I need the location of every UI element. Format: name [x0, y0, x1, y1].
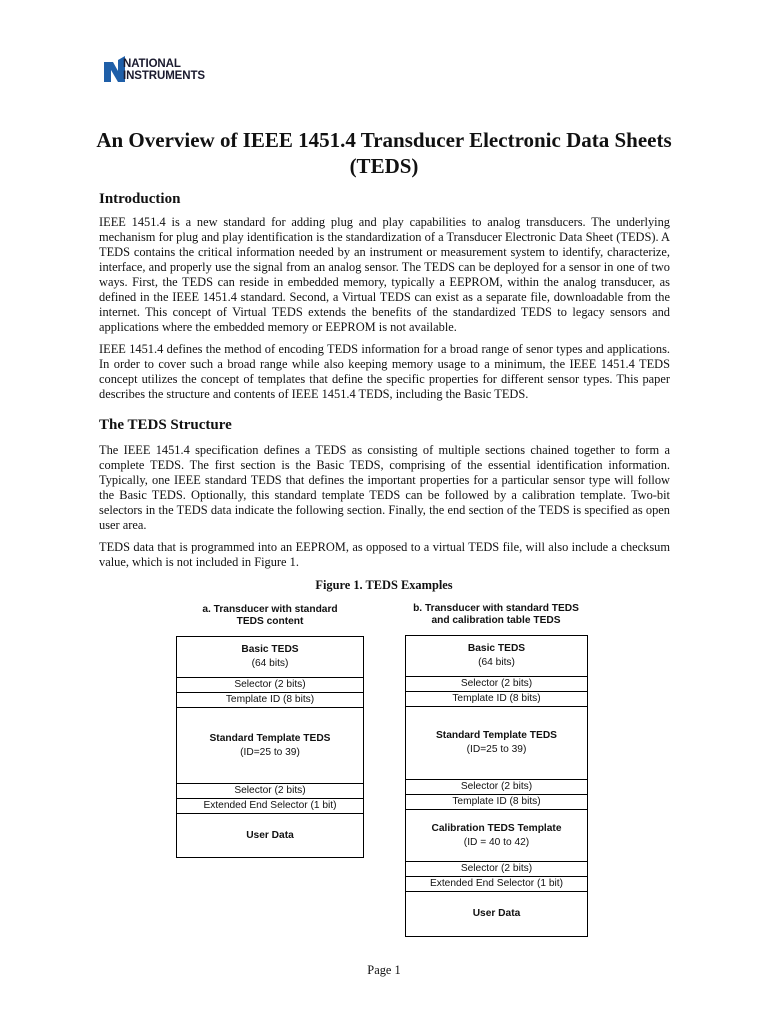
page-number: Page 1 [367, 963, 401, 977]
figure-caption: Figure 1. TEDS Examples [315, 578, 453, 592]
diagram-a-basic-teds-label: Basic TEDS [241, 644, 299, 655]
diagram-b-standard-template [405, 706, 588, 780]
diagram-a-selector-2-label: Selector (2 bits) [234, 785, 306, 796]
diagram-b-calibration-template-id: (ID = 40 to 42) [463, 836, 530, 848]
diagram-a-label-line-2: TEDS content [236, 616, 304, 627]
teds-structure-heading: The TEDS Structure [99, 417, 232, 433]
diagram-b-user-data-label: User Data [472, 908, 521, 919]
diagram-b-user-data [405, 891, 588, 937]
diagram-a-template-id-label: Template ID (8 bits) [225, 694, 315, 705]
page-title [60, 127, 708, 179]
diagram-b-template-id-1 [405, 691, 588, 707]
diagram-b-label-line-2: and calibration table TEDS [431, 615, 561, 626]
diagram-b-basic-teds-label: Basic TEDS [467, 643, 526, 654]
diagram-b-basic-teds [405, 635, 588, 677]
diagram-a-basic-teds [176, 636, 364, 678]
diagram-b-calibration-template-label: Calibration TEDS Template [431, 822, 562, 834]
national-instruments-logo [104, 56, 234, 90]
introduction-paragraph-1: IEEE 1451.4 is a new standard for adding plug and play capabilities to analog transducers. The underlying mechanism for plug and play identification is the standardization of a Transducer Electronic Data Sheet (TEDS). A TEDS contains the critical information needed by an instrument or measurement system to identify, characterize, interface, and properly use the signal from an analog sensor. The TEDS can be deployed for a sensor in one of two ways. First, the TEDS can reside in embedded memory, typically a EEPROM, within the analog transducer, as defined in the IEEE 1451.4 standard. Second, a Virtual TEDS can exist as a separate file, downloadable from the internet. This concept of Virtual TEDS extends the benefits of the standardized TEDS to legacy sensors and applications where the embedded memory or EEPROM is not available. [99, 215, 670, 334]
diagram-b-selector-2-label: Selector (2 bits) [460, 781, 533, 792]
diagram-a-selector-1-label: Selector (2 bits) [234, 679, 306, 690]
diagram-a-standard-template [176, 707, 364, 784]
logo-line-1: NATIONAL [123, 58, 181, 70]
diagram-a-selector-2 [176, 783, 364, 799]
diagram-b-label-line-1: b. Transducer with standard TEDS [413, 603, 579, 614]
diagram-b-selector-2 [405, 779, 588, 795]
diagram-b-standard-template-id: (ID=25 to 39) [466, 744, 527, 755]
logo-line-2: INSTRUMENTS [123, 70, 205, 82]
title-line-2: (TEDS) [349, 154, 419, 178]
title-line-1: An Overview of IEEE 1451.4 Transducer Electronic Data Sheets [96, 128, 672, 152]
diagram-b-selector-1 [405, 676, 588, 692]
teds-structure-paragraph-1: The IEEE 1451.4 specification defines a TEDS as consisting of multiple sections chained together to form a complete TEDS. The first section is the Basic TEDS, comprising of the essential identification information. Typically, one IEEE standard TEDS that defines the important properties for a particular sensor type will follow the Basic TEDS. Optionally, this standard template TEDS can be followed by a calibration template. Two-bit selectors in the TEDS data indicate the following section. Finally, the end section of the TEDS is specified as open user area. [99, 443, 670, 532]
diagram-a-user-data-label: User Data [246, 829, 294, 841]
diagram-b-calibration-template [405, 809, 588, 862]
diagram-b-selector-1-label: Selector (2 bits) [460, 678, 533, 689]
diagram-b-extended-end-selector [405, 876, 588, 892]
diagram-b-extended-end-label: Extended End Selector (1 bit) [429, 878, 564, 889]
diagram-a-standard-template-label: Standard Template TEDS [209, 732, 331, 744]
diagram-a-template-id [176, 692, 364, 708]
diagram-a-extended-end-label: Extended End Selector (1 bit) [203, 800, 337, 811]
diagram-a-label [176, 604, 364, 628]
teds-structure-paragraph-2: TEDS data that is programmed into an EEPROM, as opposed to a virtual TEDS file, will also include a checksum value, which is not included in Figure 1. [99, 540, 670, 569]
diagram-b-template-id-1-label: Template ID (8 bits) [452, 693, 541, 704]
diagram-a-basic-teds-bits: (64 bits) [251, 658, 289, 669]
diagram-b-label [386, 603, 606, 627]
diagram-a-selector-1 [176, 677, 364, 693]
diagram-b-selector-3 [405, 861, 588, 877]
diagram-b-template-id-2-label: Template ID (8 bits) [452, 796, 541, 807]
introduction-paragraph-2: IEEE 1451.4 defines the method of encoding TEDS information for a broad range of senor types and applications. In order to cover such a broad range while also keeping memory usage to a minimum, the IEEE 1451.4 TEDS concept utilizes the concept of templates that define the specific properties for different sensor types. This paper describes the structure and contents of IEEE 1451.4 TEDS, including the Basic TEDS. [99, 342, 670, 401]
diagram-a-standard-template-id: (ID=25 to 39) [240, 746, 300, 758]
introduction-heading: Introduction [99, 191, 181, 207]
diagram-b-standard-template-label: Standard Template TEDS [436, 730, 557, 741]
diagram-a-extended-end-selector [176, 798, 364, 814]
diagram-a-user-data [176, 813, 364, 858]
diagram-b-selector-3-label: Selector (2 bits) [460, 863, 533, 874]
diagram-a-label-line-1: a. Transducer with standard [202, 604, 338, 615]
diagram-b-basic-teds-bits: (64 bits) [478, 657, 515, 668]
diagram-b-template-id-2 [405, 794, 588, 810]
